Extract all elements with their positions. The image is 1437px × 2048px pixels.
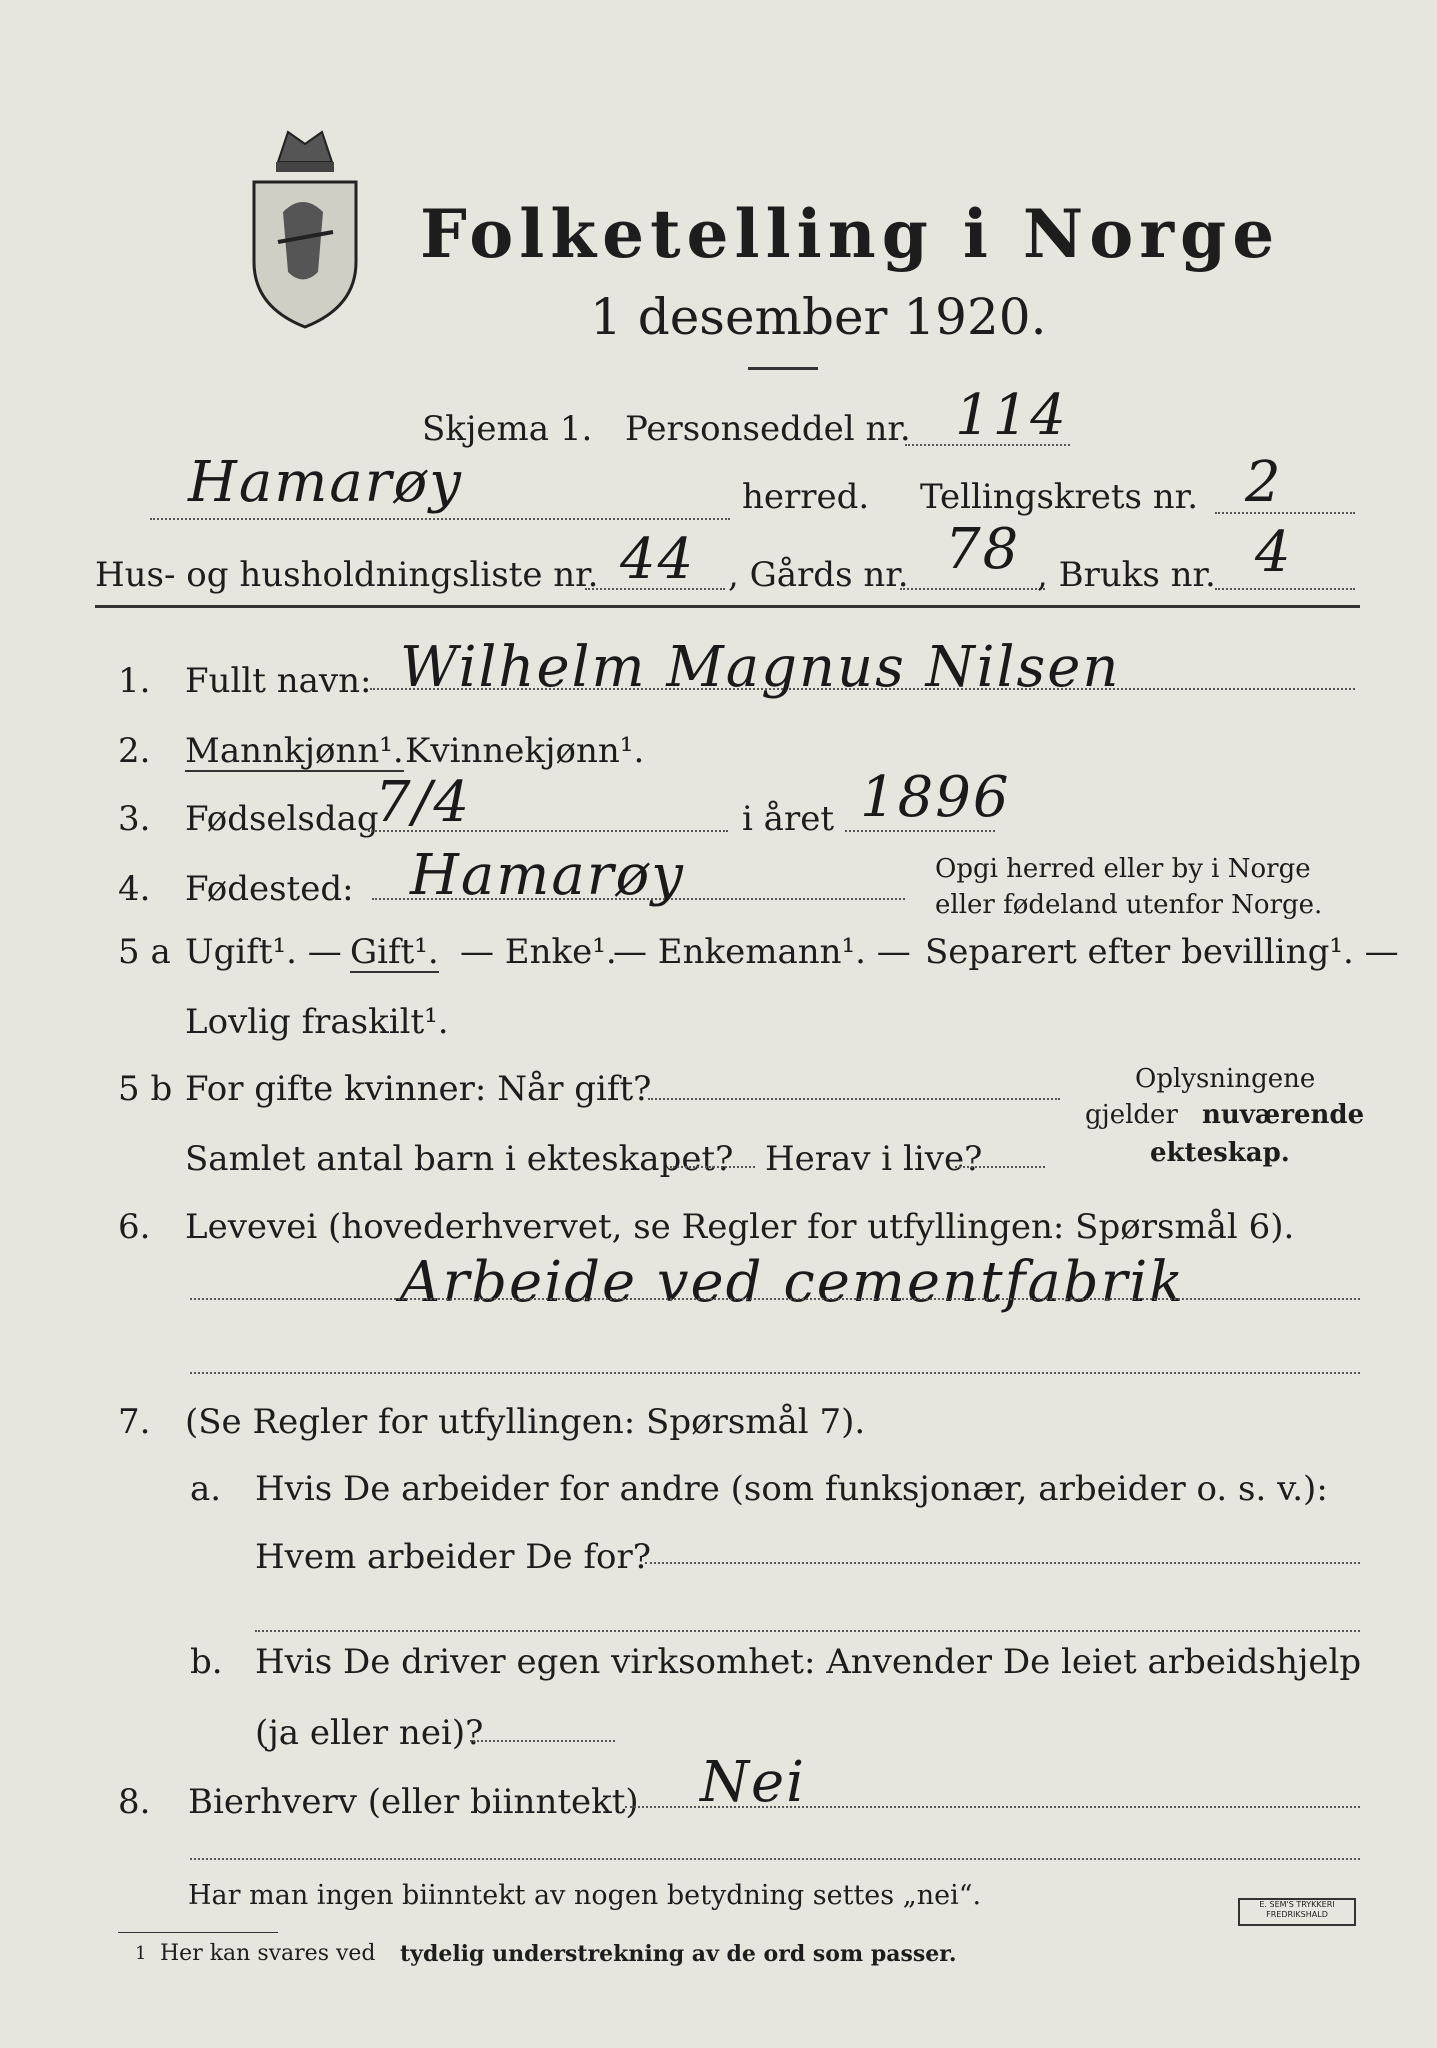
married-when-label: For gifte kvinner: Når gift? (185, 1069, 652, 1109)
hired-help-label: (ja eller nei)? (255, 1713, 484, 1753)
herred-label: herred. (742, 477, 870, 517)
husliste-value[interactable]: 44 (620, 527, 696, 592)
q4-label: Fødested: (185, 869, 354, 909)
widower-option[interactable]: — Enkemann¹. — (613, 932, 911, 972)
widow-option[interactable]: — Enke¹. (460, 932, 617, 972)
divorced-option[interactable]: Lovlig fraskilt¹. (185, 1002, 449, 1042)
personseddel-label: Personseddel nr. (625, 409, 911, 449)
footnote-num: 1 (135, 1943, 147, 1964)
title-rule (748, 367, 818, 370)
marriage-note-3: ekteskap. (1150, 1138, 1290, 1168)
gards-value[interactable]: 78 (945, 517, 1021, 582)
q1-num: 1. (118, 661, 151, 701)
header-divider (95, 605, 1360, 608)
personseddel-value[interactable]: 114 (955, 383, 1068, 448)
birthplace-note-1: Opgi herred eller by i Norge (935, 854, 1311, 884)
q2-num: 2. (118, 731, 151, 771)
employer-label: Hvem arbeider De for? (255, 1537, 651, 1577)
children-label: Samlet antal barn i ekteskapet? (185, 1139, 734, 1179)
female-option[interactable]: Kvinnekjønn¹. (405, 731, 645, 771)
birthplace-value[interactable]: Hamarøy (410, 843, 685, 908)
birthday-value[interactable]: 7/4 (375, 770, 472, 835)
q5b-num: 5 b (118, 1069, 173, 1109)
tellingskrets-label: Tellingskrets nr. (920, 477, 1199, 517)
gards-label: , Gårds nr. (728, 555, 909, 595)
bruks-value[interactable]: 4 (1255, 520, 1293, 585)
q6-label: Levevei (hovederhvervet, se Regler for utfyllingen: Spørsmål 6). (185, 1207, 1295, 1247)
q7-label: (Se Regler for utfyllingen: Spørsmål 7). (185, 1402, 866, 1442)
coat-of-arms-icon (248, 122, 363, 332)
herred-value[interactable]: Hamarøy (188, 450, 463, 515)
birth-year-value[interactable]: 1896 (860, 765, 1011, 830)
q7a-letter: a. (190, 1469, 222, 1509)
q5a-num: 5 a (118, 932, 171, 972)
side-income-value[interactable]: Nei (700, 1750, 807, 1815)
marriage-note-2b: nuværende (1202, 1100, 1365, 1130)
married-option[interactable]: Gift¹. (350, 932, 439, 972)
q8-num: 8. (118, 1782, 151, 1822)
footnote-text-b: tydelig understrekning av de ord som passer. (400, 1941, 957, 1967)
separated-option[interactable]: Separert efter bevilling¹. — (925, 932, 1399, 972)
male-option[interactable]: Mannkjønn¹. (185, 731, 404, 771)
printer-stamp: E. SEM'S TRYKKERI FREDRIKSHALD (1238, 1898, 1356, 1926)
tellingskrets-value[interactable]: 2 (1245, 450, 1283, 515)
marriage-note-2: gjelder (1085, 1100, 1178, 1130)
year-label: i året (742, 799, 834, 839)
q6-num: 6. (118, 1207, 151, 1247)
bruks-label: , Bruks nr. (1037, 555, 1216, 595)
husliste-label: Hus- og husholdningsliste nr. (95, 555, 599, 595)
q1-label: Fullt navn: (185, 661, 372, 701)
unmarried-option[interactable]: Ugift¹. — (185, 932, 342, 972)
q7-num: 7. (118, 1402, 151, 1442)
form-date: 1 desember 1920. (590, 288, 1047, 346)
q7b-letter: b. (190, 1642, 223, 1682)
birthplace-note-2: eller fødeland utenfor Norge. (935, 890, 1323, 920)
full-name-value[interactable]: Wilhelm Magnus Nilsen (400, 635, 1121, 700)
q7a-text: Hvis De arbeider for andre (som funksjonær, arbeider o. s. v.): (255, 1469, 1328, 1509)
q3-label: Fødselsdag (185, 799, 379, 839)
q8-label: Bierhverv (eller biinntekt) (188, 1782, 639, 1822)
q7b-text: Hvis De driver egen virksomhet: Anvender De leiet arbeidshjelp (255, 1642, 1362, 1682)
occupation-value[interactable]: Arbeide ved cementfabrik (400, 1250, 1186, 1315)
marriage-note-1: Oplysningene (1135, 1064, 1316, 1094)
q4-num: 4. (118, 869, 151, 909)
footer-note: Har man ingen biinntekt av nogen betydning settes „nei“. (188, 1880, 982, 1911)
footnote-text-a: Her kan svares ved (160, 1941, 376, 1966)
form-title: Folketelling i Norge (420, 195, 1281, 273)
q3-num: 3. (118, 799, 151, 839)
skjema-label: Skjema 1. (422, 409, 593, 449)
alive-label: Herav i live? (765, 1139, 983, 1179)
